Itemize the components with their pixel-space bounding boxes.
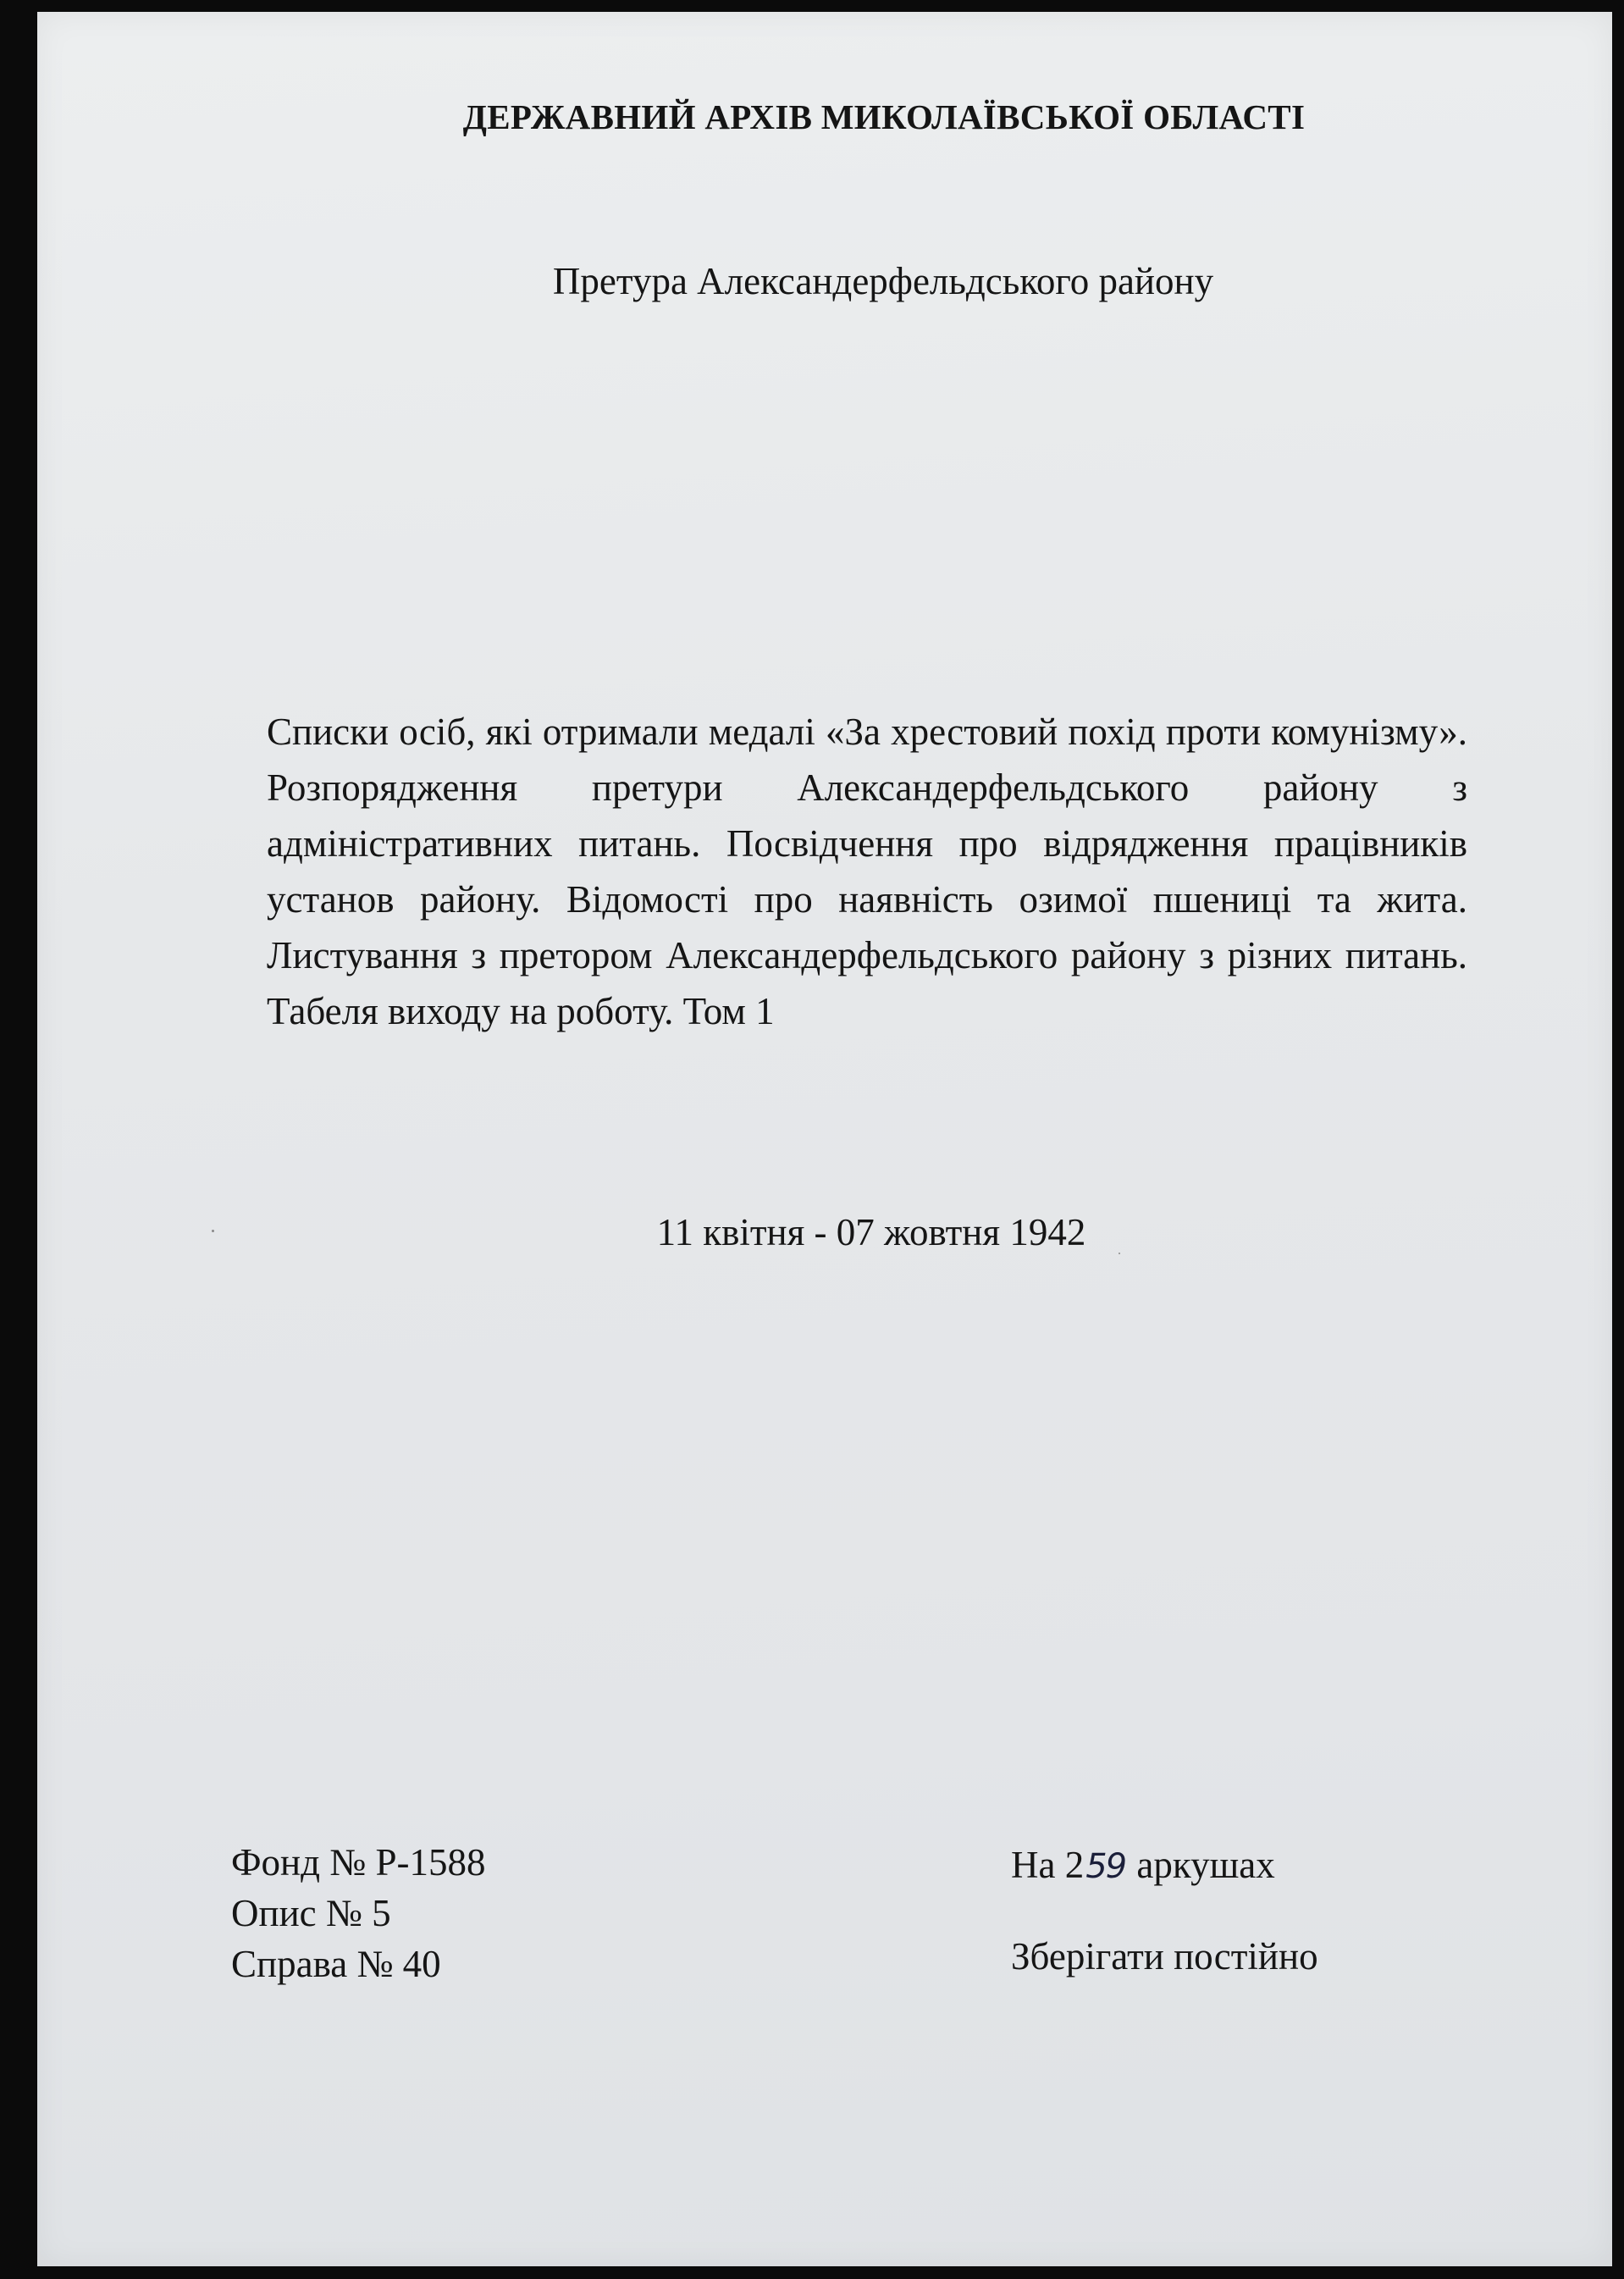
fond-number: Фонд № Р-1588 [231,1841,486,1883]
document-sheet [37,12,1612,2266]
sheet-count-suffix: аркушах [1136,1844,1275,1886]
sheet-count-handwritten: 59 [1085,1847,1126,1886]
archive-title: ДЕРЖАВНИЙ АРХІВ МИКОЛАЇВСЬКОЇ ОБЛАСТІ [462,97,1306,136]
sheet-count-prefix: На 2 [1011,1844,1085,1886]
storage-term: Зберігати постійно [1011,1935,1318,1978]
sheet-count-line [1011,1843,1275,1887]
opys-number: Опис № 5 [231,1892,391,1934]
institution-name: Претура Александерфельдського району [552,260,1214,302]
paper-speck [212,1230,214,1232]
case-description: Списки осіб, які отримали медалі «За хрестовий похід проти комунізму». Розпорядження претури Александерфельдського району з адміністративних питань. Посвідчення про відрядження працівників установ району. Відомості про наявність озимої пшениці та жита. Листування з претором Александерфельдського району з різних питань. Табеля виходу на роботу. Том 1 [267,711,1467,1032]
date-range: 11 квітня - 07 жовтня 1942 [656,1211,1086,1253]
paper-speck [1119,1253,1120,1254]
reference-block [231,1837,485,1989]
sprava-number: Справа № 40 [231,1943,441,1985]
